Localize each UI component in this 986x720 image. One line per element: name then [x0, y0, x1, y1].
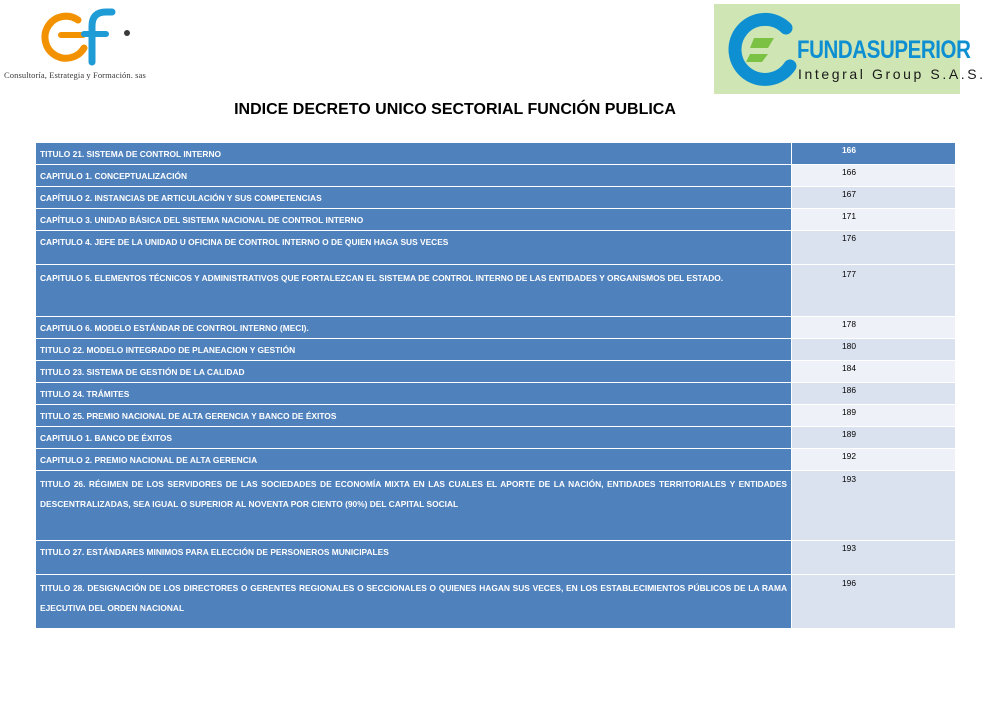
index-row-label: TITULO 28. DESIGNACIÓN DE LOS DIRECTORES O GERENTES REGIONALES O SECCIONALES O QUIENES HAGAN SUS VECES, EN LOS ESTABLECIMIENTOS PÚBLICOS DE LA RAMA EJECUTIVA DEL ORDEN NACIONAL: [36, 575, 792, 629]
index-row-page: 167: [792, 187, 956, 209]
index-row-label: CAPÍTULO 2. INSTANCIAS DE ARTICULACIÓN Y SUS COMPETENCIAS: [36, 187, 792, 209]
index-row-label: TITULO 27. ESTÁNDARES MINIMOS PARA ELECCIÓN DE PERSONEROS MUNICIPALES: [36, 541, 792, 575]
index-row: [36, 361, 956, 383]
index-row-page: 177: [792, 265, 956, 317]
index-row: [36, 165, 956, 187]
index-row: [36, 471, 956, 541]
index-row-page: 176: [792, 231, 956, 265]
fundasuperior-subtitle: Integral Group S.A.S.: [798, 66, 986, 82]
fundasuperior-swirl-icon: [720, 10, 802, 90]
index-row-label: TITULO 25. PREMIO NACIONAL DE ALTA GERENCIA Y BANCO DE ÉXITOS: [36, 405, 792, 427]
index-row-label: CAPITULO 1. BANCO DE ÉXITOS: [36, 427, 792, 449]
index-row-label: TITULO 26. RÉGIMEN DE LOS SERVIDORES DE LAS SOCIEDADES DE ECONOMÍA MIXTA EN LAS CUALES EL APORTE DE LA NACIÓN, ENTIDADES TERRITORIALES Y ENTIDADES DESCENTRALIZADAS, SEA IGUAL O SUPERIOR AL NOVENTA POR CIENTO (90%) DEL CAPITAL SOCIAL: [36, 471, 792, 541]
index-row-page: 180: [792, 339, 956, 361]
index-row-page: 193: [792, 541, 956, 575]
index-row: [36, 449, 956, 471]
page-title: INDICE DECRETO UNICO SECTORIAL FUNCIÓN PUBLICA: [234, 101, 676, 118]
index-row: [36, 575, 956, 629]
index-row-label: CAPITULO 4. JEFE DE LA UNIDAD U OFICINA DE CONTROL INTERNO O DE QUIEN HAGA SUS VECES: [36, 231, 792, 265]
index-row-page: 166: [792, 143, 956, 165]
index-row-page: 189: [792, 405, 956, 427]
index-row-label: CAPITULO 1. CONCEPTUALIZACIÓN: [36, 165, 792, 187]
index-row: [36, 541, 956, 575]
index-row: [36, 265, 956, 317]
fundasuperior-logo: [714, 4, 986, 94]
index-row-label: TITULO 21. SISTEMA DE CONTROL INTERNO: [36, 143, 792, 165]
index-row-page: 192: [792, 449, 956, 471]
index-row-page: 186: [792, 383, 956, 405]
index-row-label: CAPÍTULO 3. UNIDAD BÁSICA DEL SISTEMA NACIONAL DE CONTROL INTERNO: [36, 209, 792, 231]
index-row: [36, 143, 956, 165]
index-row-page: 171: [792, 209, 956, 231]
index-row-page: 196: [792, 575, 956, 629]
index-row-label: TITULO 23. SISTEMA DE GESTIÓN DE LA CALIDAD: [36, 361, 792, 383]
index-row-label: CAPITULO 2. PREMIO NACIONAL DE ALTA GERENCIA: [36, 449, 792, 471]
index-row: [36, 427, 956, 449]
cef-logo-mark: [48, 2, 138, 68]
index-row: [36, 383, 956, 405]
index-row-label: TITULO 22. MODELO INTEGRADO DE PLANEACION Y GESTIÓN: [36, 339, 792, 361]
index-row: [36, 187, 956, 209]
index-row-page: 193: [792, 471, 956, 541]
index-row-page: 178: [792, 317, 956, 339]
index-row: [36, 231, 956, 265]
index-row: [36, 339, 956, 361]
index-row-label: CAPITULO 6. MODELO ESTÁNDAR DE CONTROL INTERNO (MECI).: [36, 317, 792, 339]
cef-logo-caption: Consultoría, Estrategia y Formación. sas: [4, 70, 146, 80]
cef-logo: [0, 0, 180, 82]
index-row-label: CAPITULO 5. ELEMENTOS TÉCNICOS Y ADMINISTRATIVOS QUE FORTALEZCAN EL SISTEMA DE CONTROL INTERNO DE LAS ENTIDADES Y ORGANISMOS DEL ESTADO.: [36, 265, 792, 317]
index-row-label: TITULO 24. TRÁMITES: [36, 383, 792, 405]
index-row: [36, 209, 956, 231]
index-row: [36, 317, 956, 339]
fundasuperior-name: FUNDASUPERIOR: [797, 36, 971, 64]
index-row: [36, 405, 956, 427]
index-row-page: 166: [792, 165, 956, 187]
index-row-page: 184: [792, 361, 956, 383]
index-row-page: 189: [792, 427, 956, 449]
index-table: [35, 142, 956, 629]
